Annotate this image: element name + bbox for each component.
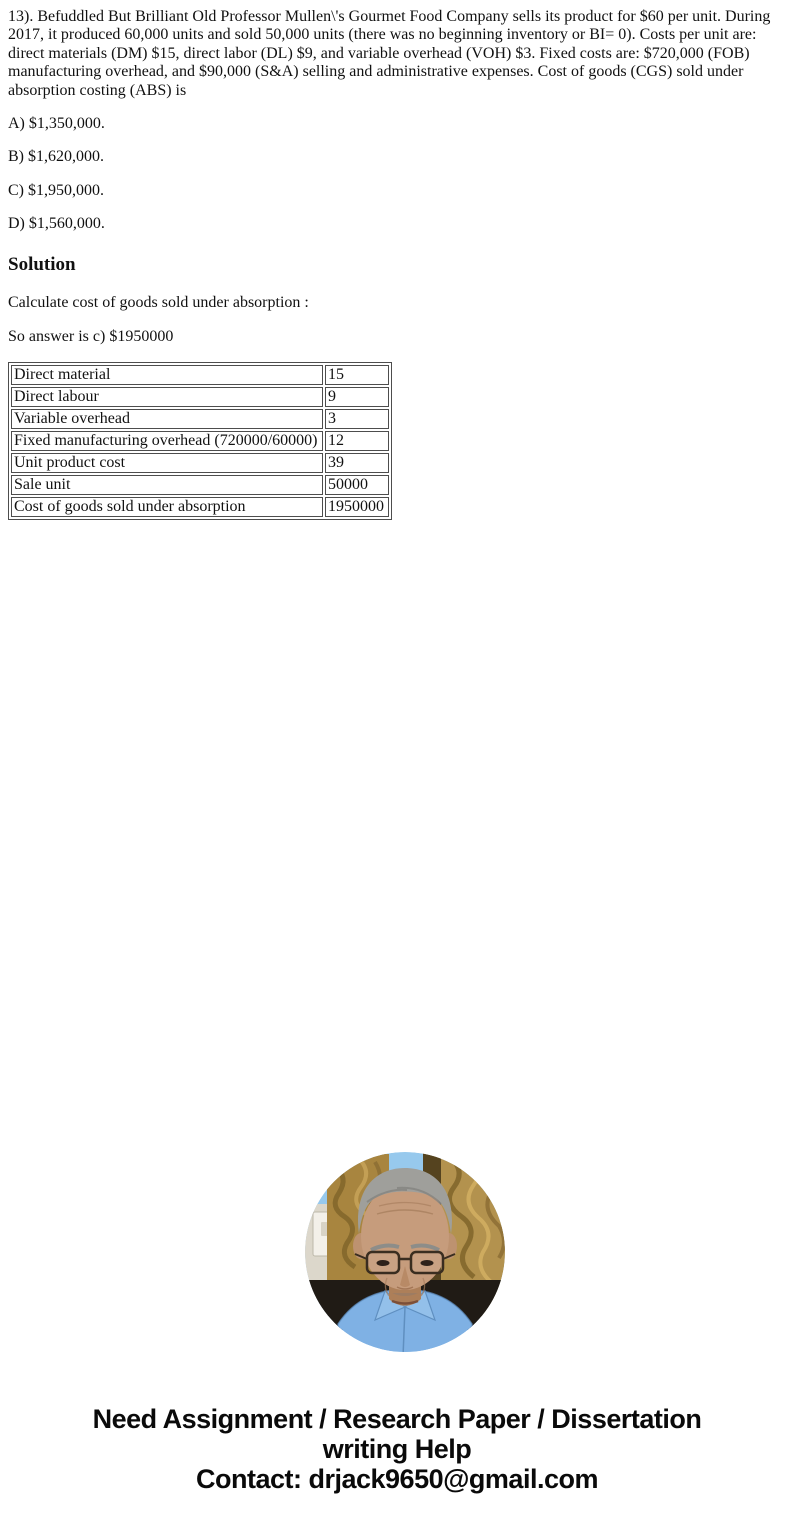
row-value: 39 [325,453,389,473]
table-row [11,431,389,451]
option-d: D) $1,560,000. [8,215,105,233]
tutor-avatar [8,1152,794,1352]
footer-banner [8,1404,786,1494]
table-row [11,475,389,495]
table-row [11,387,389,407]
row-label: Unit product cost [11,453,323,473]
option-a: A) $1,350,000. [8,115,105,133]
row-value: 12 [325,431,389,451]
row-value: 15 [325,365,389,385]
row-value: 3 [325,409,389,429]
row-label: Sale unit [11,475,323,495]
row-label: Direct material [11,365,323,385]
option-b: B) $1,620,000. [8,148,104,166]
option-c: C) $1,950,000. [8,181,104,199]
row-label: Direct labour [11,387,323,407]
question-text: 13). Befuddled But Brilliant Old Professor Mullen\'s Gourmet Food Company sells its product for $60 per unit. During 2017, it produced 60,000 units and sold 50,000 units (there was no beginning inventory or BI= 0). Costs per unit are: direct materials (DM) $15, direct labor (DL) $9, and variable overhead (VOH) $3. Fixed costs are: $720,000 (FOB) manufacturing overhead, and $90,000 (S&A) selling and administrative expenses. Cost of goods (CGS) sold under absorption costing (ABS) is [8,8,771,99]
tutor-photo [305,1152,505,1352]
tutor-photo-illustration [305,1152,505,1352]
solution-answer: So answer is c) $1950000 [8,328,174,346]
row-value: 1950000 [325,497,389,517]
table-row [11,365,389,385]
table-row [11,497,389,517]
footer-contact-email: Contact: drjack9650@gmail.com [196,1464,598,1495]
solution-intro: Calculate cost of goods sold under absorption : [8,293,309,311]
footer-line-1: Need Assignment / Research Paper / Dissertation [92,1404,702,1435]
row-label: Variable overhead [11,409,323,429]
row-label: Fixed manufacturing overhead (720000/60000) [11,431,323,451]
row-value: 50000 [325,475,389,495]
footer-line-2: writing Help [322,1434,472,1465]
solution-heading: Solution [8,253,76,275]
row-label: Cost of goods sold under absorption [11,497,323,517]
row-value: 9 [325,387,389,407]
table-row [11,453,389,473]
table-row [11,409,389,429]
cost-table [8,362,392,520]
